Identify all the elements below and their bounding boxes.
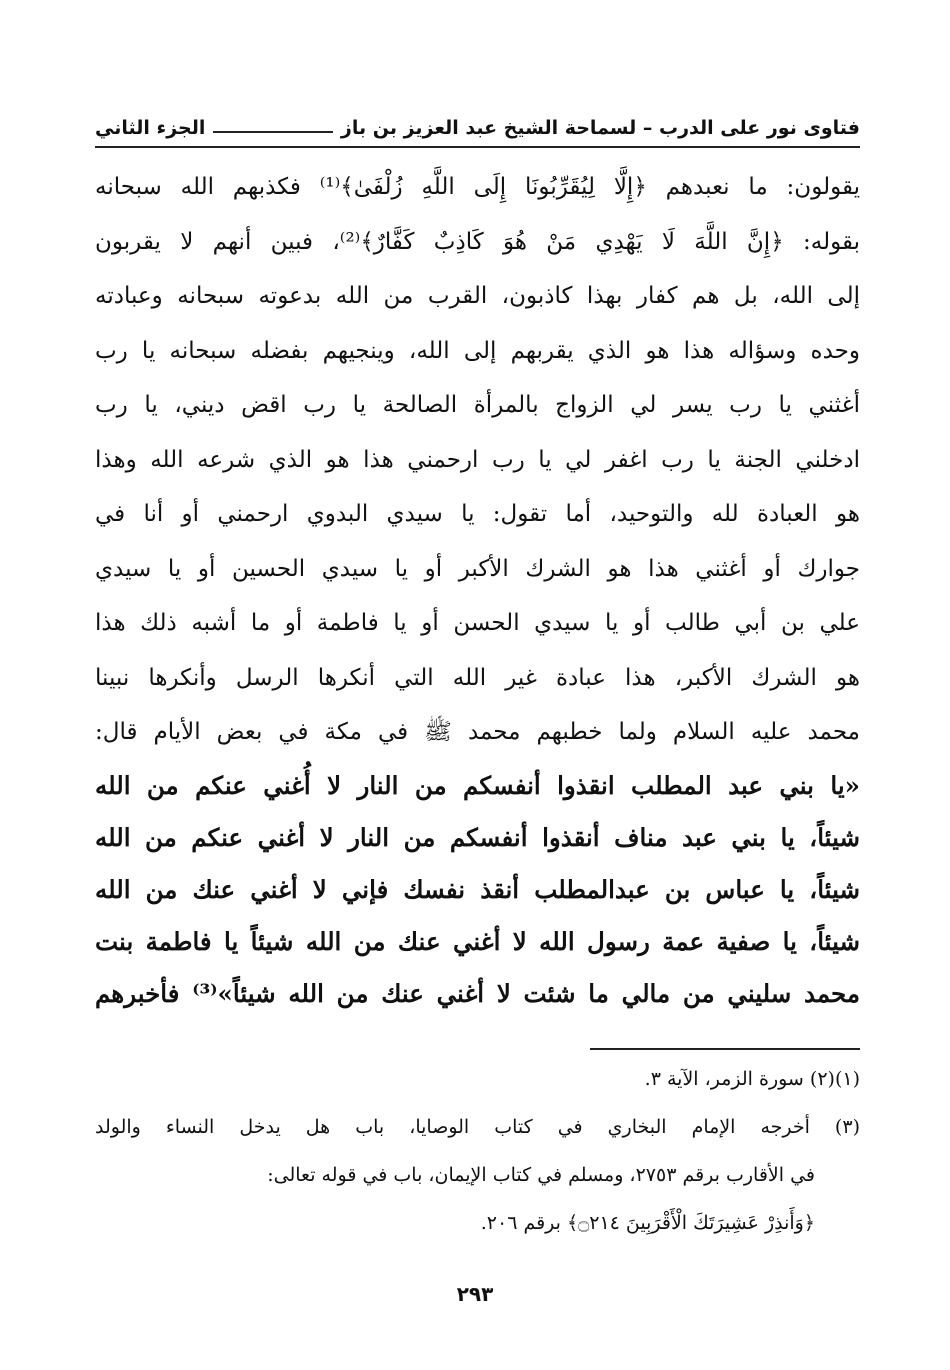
body-line: إلى الله، بل هم كفار بهذا كاذبون، القرب من الله بدعوته سبحانه وعبادته (95, 283, 860, 309)
footnote-separator (590, 1048, 860, 1050)
body-line: هو الشرك الأكبر، هذا عبادة غير الله التي أنكرها الرسل وأنكرها نبينا (95, 664, 860, 691)
body-line: محمد عليه السلام ولما خطبهم محمد ﷺ في مكة في بعض الأيام قال: (95, 719, 860, 745)
footnote-3-line: ﴿وَأَنذِرْ عَشِيرَتَكَ الْأَقْرَبِينَ ۝٢١٤﴾ برقم ٢٠٦. (480, 1212, 815, 1234)
footnote-3-line: في الأقارب برقم ٢٧٥٣، ومسلم في كتاب الإيمان، باب في قوله تعالى: (267, 1164, 815, 1186)
body-line: بقوله: ﴿إِنَّ اللَّهَ لَا يَهْدِي مَنْ هُوَ كَاذِبٌ كَفَّارٌ﴾⁽²⁾، فبين أنهم لا يقربون (95, 228, 860, 255)
body-line: جوارك أو أغثني هذا هو الشرك الأكبر أو يا سيدي الحسين أو يا سيدي (95, 555, 860, 582)
body-line: هو العبادة لله والتوحيد، أما تقول: يا سيدي البدوي ارحمني أو أنا في (95, 501, 860, 527)
body-line: أغثني يا رب يسر لي الزواج بالمرأة الصالحة يا رب اقض ديني، يا رب (95, 392, 860, 418)
body-line: علي بن أبي طالب أو يا سيدي الحسن أو يا فاطمة أو ما أشبه ذلك هذا (95, 610, 860, 636)
running-header (95, 110, 860, 148)
footnote-1: (١)(٢) سورة الزمر، الآية ٣. (644, 1068, 860, 1090)
hadith-line: شيئاً، يا بني عبد مناف أنقذوا أنفسكم من النار لا أغني عنكم من الله (95, 822, 860, 852)
footnotes (95, 1055, 860, 1247)
header-rule (213, 131, 333, 133)
header-book-title: فتاوى نور على الدرب – لسماحة الشيخ عبد العزيز بن باز (340, 117, 860, 139)
body-line: ادخلني الجنة يا رب اغفر لي يا رب ارحمني هذا هو الذي شرعه الله وهذا (95, 446, 860, 473)
hadith-line: محمد سليني من مالي ما شئت لا أغني عنك من الله شيئاً»⁽³⁾ فأخبرهم (95, 978, 860, 1008)
header-part-label: الجزء الثاني (95, 117, 206, 139)
hadith-line: شيئاً، يا صفية عمة رسول الله لا أغني عنك من الله شيئاً يا فاطمة بنت (95, 926, 860, 956)
body-line: وحده وسؤاله هذا هو الذي يقربهم إلى الله، وينجيهم بفضله سبحانه يا رب (95, 337, 860, 364)
page-number: ٢٩٣ (456, 1282, 494, 1306)
hadith-line: «يا بني عبد المطلب انقذوا أنفسكم من النار لا أُغني عنكم من الله (95, 770, 860, 800)
hadith-line: شيئاً، يا عباس بن عبدالمطلب أنقذ نفسك فإني لا أغني عنك من الله (95, 874, 860, 904)
footnote-3-line: (٣) أخرجه الإمام البخاري في كتاب الوصايا، باب هل يدخل النساء والولد (95, 1116, 860, 1138)
body-line: يقولون: ما نعبدهم ﴿إِلَّا لِيُقَرِّبُونَا إِلَى اللَّهِ زُلْفَىٰ﴾⁽¹⁾ فكذبهم الله سبحانه (95, 174, 860, 200)
body-text (95, 160, 860, 1020)
